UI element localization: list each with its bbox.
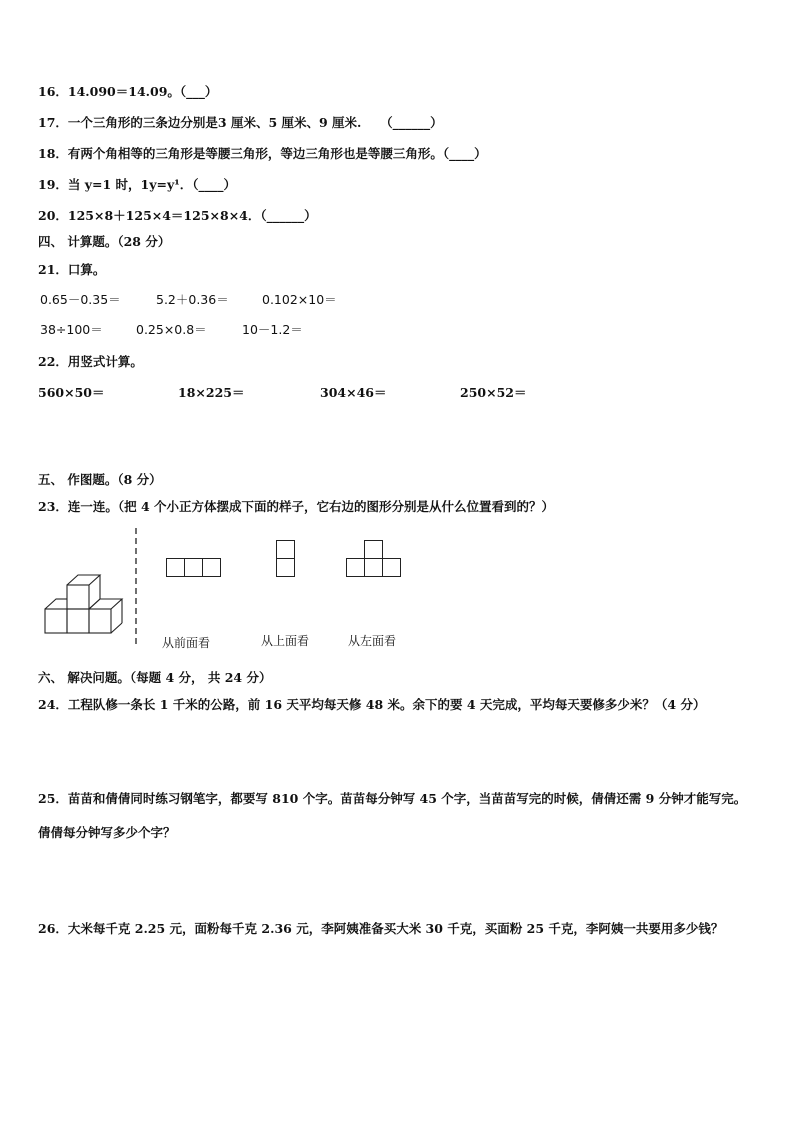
dashed-divider (134, 528, 138, 646)
question-19: 19．当 y=1 时，1y=y¹．（____） (38, 177, 236, 192)
vertical-calc-3: 304×46＝ (320, 385, 387, 400)
mental-calc-2: 5.2＋0.36＝ (156, 292, 229, 307)
section-5-title: 五、 作图题。（8 分） (38, 472, 162, 487)
mental-calc-3: 0.102×10＝ (262, 292, 337, 307)
mental-calc-1: 0.65－0.35＝ (40, 292, 121, 307)
cube-stack-figure (44, 574, 124, 636)
mental-calc-4: 38÷100＝ (40, 322, 103, 337)
question-21-label: 21．口算。 (38, 262, 106, 277)
question-18: 18．有两个角相等的三角形是等腰三角形，等边三角形也是等腰三角形。（____） (38, 146, 487, 161)
section-6-title: 六、 解决问题。（每题 4 分， 共 24 分） (38, 670, 272, 685)
question-20: 20．125×8＋125×4＝125×8×4．（______） (38, 208, 317, 223)
view-left-figure (346, 540, 402, 578)
view-label-top: 从上面看 (261, 634, 310, 648)
question-17: 17．一个三角形的三条边分别是3 厘米、5 厘米、9 厘米. （______） (38, 115, 443, 130)
view-front-figure (166, 558, 222, 578)
mental-calc-5: 0.25×0.8＝ (136, 322, 207, 337)
view-label-front: 从前面看 (162, 636, 211, 650)
question-23-label: 23．连一连。（把 4 个小正方体摆成下面的样子，它右边的图形分别是从什么位置看到的？） (38, 499, 555, 514)
view-top-figure (276, 540, 296, 578)
vertical-calc-2: 18×225＝ (178, 385, 245, 400)
question-16: 16．14.090＝14.09。（___） (38, 84, 218, 99)
question-24: 24．工程队修一条长 1 千米的公路，前 16 天平均每天修 48 米。余下的要 4 天完成，平均每天要修多少米？（4 分） (38, 697, 706, 712)
question-26: 26．大米每千克 2.25 元，面粉每千克 2.36 元，李阿姨准备买大米 30 千克，买面粉 25 千克，李阿姨一共要用多少钱？ (38, 921, 724, 936)
vertical-calc-1: 560×50＝ (38, 385, 105, 400)
question-25: 25．苗苗和倩倩同时练习钢笔字，都要写 810 个字。苗苗每分钟写 45 个字，当苗苗写完的时候，倩倩还需 9 分钟才能写完。倩倩每分钟写多少个字？ (38, 791, 747, 840)
vertical-calc-4: 250×52＝ (460, 385, 527, 400)
question-22-label: 22．用竖式计算。 (38, 354, 143, 369)
section-4-title: 四、 计算题。（28 分） (38, 234, 171, 249)
mental-calc-6: 10－1.2＝ (242, 322, 303, 337)
view-label-left: 从左面看 (348, 634, 397, 648)
